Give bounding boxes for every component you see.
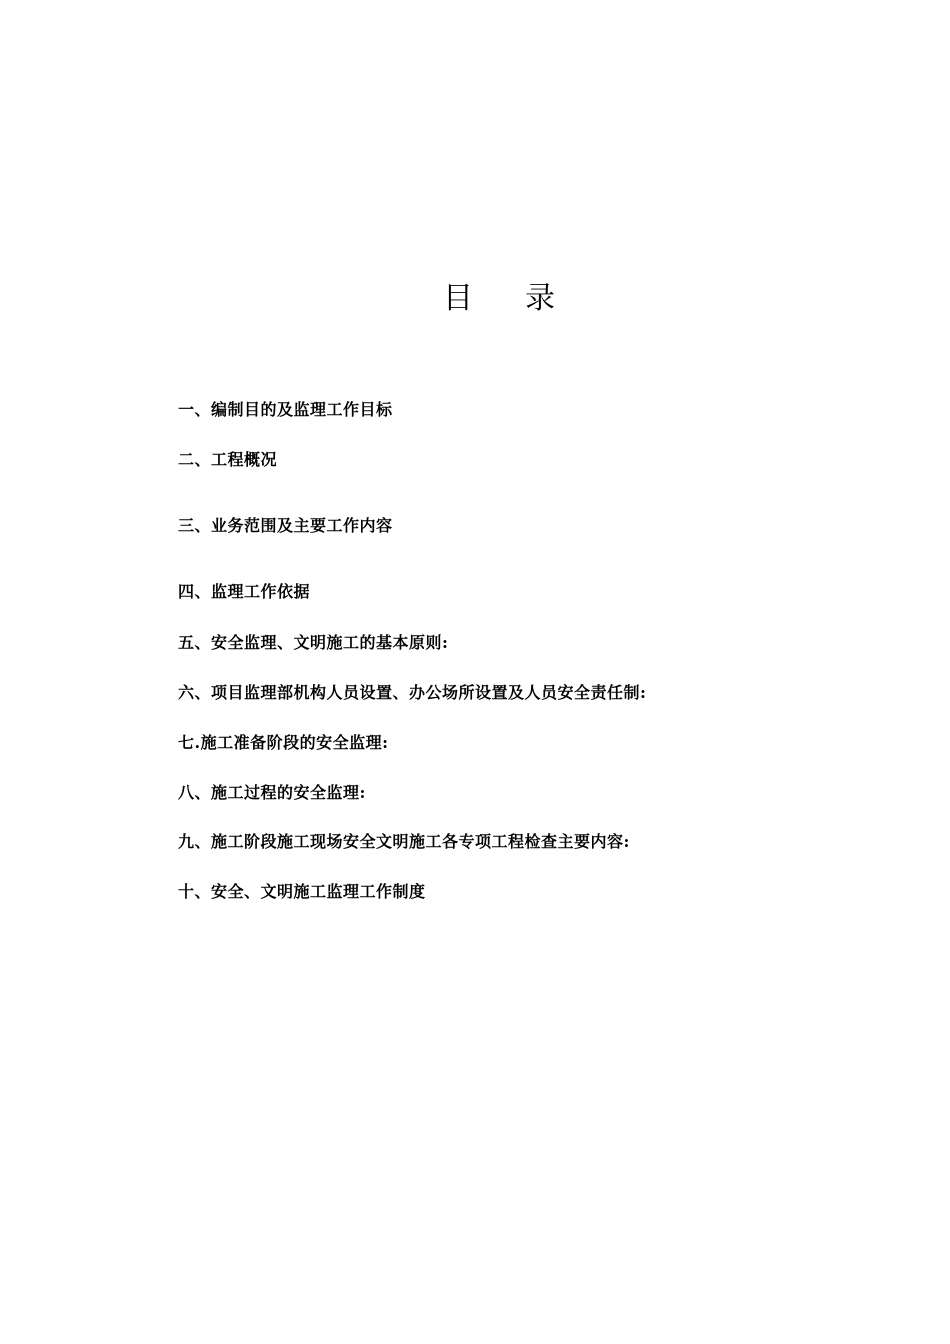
- toc-item: 一、编制目的及监理工作目标: [178, 400, 393, 419]
- toc-item: 二、工程概况: [178, 450, 278, 469]
- toc-title-char-1: 目: [443, 281, 473, 316]
- toc-item: 八、施工过程的安全监理:: [178, 783, 366, 802]
- toc-title: [0, 280, 950, 318]
- toc-item: 六、项目监理部机构人员设置、办公场所设置及人员安全责任制:: [178, 683, 647, 702]
- toc-item: 四、监理工作依据: [178, 582, 311, 601]
- toc-item: 九、施工阶段施工现场安全文明施工各专项工程检查主要内容:: [178, 832, 630, 851]
- toc-item: 五、安全监理、文明施工的基本原则:: [178, 633, 449, 652]
- toc-title-char-2: 录: [525, 281, 555, 316]
- toc-item: 七.施工准备阶段的安全监理:: [178, 733, 389, 752]
- toc-item: 三、业务范围及主要工作内容: [178, 516, 393, 535]
- toc-item: 十、安全、文明施工监理工作制度: [178, 882, 426, 901]
